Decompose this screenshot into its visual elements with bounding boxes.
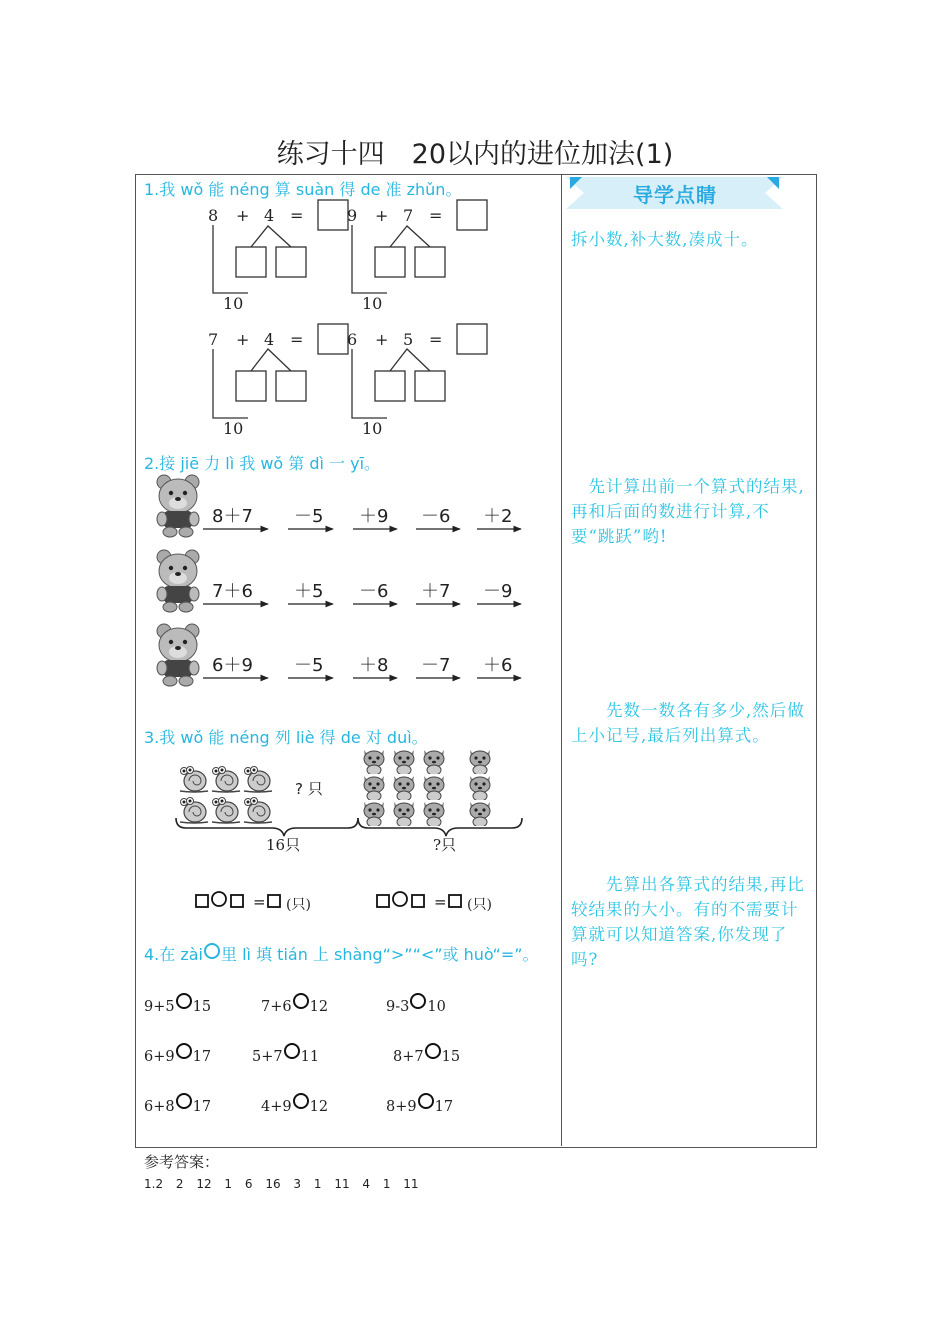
q1-p4-plus: + <box>375 330 389 349</box>
total-right: ?只 <box>433 836 457 854</box>
chain-r1-c1: 8＋7 <box>212 506 253 527</box>
compare-circle-icon[interactable] <box>175 993 193 1009</box>
answer-label: 参考答案： <box>144 1153 220 1171</box>
cmp-item: 7+6 12 <box>261 993 328 1015</box>
q1-p4-ten: 10 <box>362 419 383 438</box>
q1-p2-plus: + <box>375 206 389 225</box>
eq1-unit: (只) <box>286 897 311 913</box>
q1-p2-a: 9 <box>347 206 358 225</box>
q4-heading-start: 4.在 zài <box>144 945 204 964</box>
equation-boxes-2 <box>376 891 466 911</box>
q1-p3-a: 7 <box>208 330 219 349</box>
eq2-equals: = <box>434 893 447 911</box>
q1-p3-eq: = <box>290 330 304 349</box>
q1-p4-a: 6 <box>347 330 358 349</box>
chain-r3-c2: －5 <box>294 655 324 676</box>
q2-heading: 2.接 jiē 力 lì 我 wǒ 第 dì 一 yī。 <box>144 454 381 473</box>
chain-r1-c2: －5 <box>294 506 324 527</box>
compare-circle-icon[interactable] <box>283 1043 301 1059</box>
equation-boxes-1 <box>195 891 285 911</box>
cmp-item: 8+7 15 <box>393 1043 460 1065</box>
tip-1: 拆小数,补大数,凑成十。 <box>571 230 759 249</box>
chain-r1-c4: －6 <box>421 506 451 527</box>
q1-p1-plus: + <box>236 206 250 225</box>
compare-circle-icon[interactable] <box>292 993 310 1009</box>
q1-p4-eq: = <box>429 330 443 349</box>
chain-r3-c1: 6＋9 <box>212 655 253 676</box>
q3-heading: 3.我 wǒ 能 néng 列 liè 得 de 对 duì。 <box>144 728 428 747</box>
page-title: 练习十四 20以内的进位加法(1) <box>276 139 674 170</box>
compare-circle-icon[interactable] <box>417 1093 435 1109</box>
cmp-item: 9-3 10 <box>386 993 446 1015</box>
q1-p1-a: 8 <box>208 206 219 225</box>
eq2-unit: (只) <box>467 897 492 913</box>
chain-r3-c4: －7 <box>421 655 451 676</box>
chain-r2-c2: ＋5 <box>294 581 324 602</box>
chain-r2-c1: 7＋6 <box>212 581 253 602</box>
chain-r2-c4: ＋7 <box>421 581 451 602</box>
q4-heading-end: 里 lì 填 tián 上 shàng“>”“<”或 huò“=”。 <box>221 945 539 964</box>
chain-r2-c5: －9 <box>483 581 513 602</box>
tip-4: 先算出各算式的结果,再比较结果的大小。有的不需要计算就可以知道答案,你发现了吗? <box>571 875 805 969</box>
compare-circle-icon[interactable] <box>175 1043 193 1059</box>
q1-p2-eq: = <box>429 206 443 225</box>
compare-circle-icon[interactable] <box>292 1093 310 1109</box>
answer-values: 1.2 2 12 1 6 16 3 1 11 4 1 11 <box>144 1177 419 1191</box>
q1-p3-ten: 10 <box>223 419 244 438</box>
cmp-item: 9+5 15 <box>144 993 211 1015</box>
q1-p1-eq: = <box>290 206 304 225</box>
chain-r1-c3: ＋9 <box>359 506 389 527</box>
compare-circle-icon[interactable] <box>175 1093 193 1109</box>
cmp-item: 6+8 17 <box>144 1093 211 1115</box>
cmp-item: 8+9 17 <box>386 1093 453 1115</box>
chain-r1-c5: ＋2 <box>483 506 513 527</box>
q1-p2-b: 7 <box>403 206 414 225</box>
total-left: 16只 <box>266 836 301 854</box>
tip-3: 先数一数各有多少,然后做上小记号,最后列出算式。 <box>571 701 805 745</box>
eq1-equals: = <box>253 893 266 911</box>
q4-heading <box>144 942 539 965</box>
snail-question: ? 只 <box>295 780 323 798</box>
q1-p3-b: 4 <box>264 330 275 349</box>
q1-p1-b: 4 <box>264 206 275 225</box>
q1-p4-b: 5 <box>403 330 414 349</box>
chain-r3-c3: ＋8 <box>359 655 389 676</box>
q1-p1-ten: 10 <box>223 294 244 313</box>
compare-circle-icon[interactable] <box>409 993 427 1009</box>
q1-p2-ten: 10 <box>362 294 383 313</box>
tip-2: 先计算出前一个算式的结果,再和后面的数进行计算,不要“跳跃”哟! <box>571 477 805 546</box>
q1-heading: 1.我 wǒ 能 néng 算 suàn 得 de 准 zhǔn。 <box>144 180 462 199</box>
cmp-item: 4+9 12 <box>261 1093 328 1115</box>
sidebar-banner: 导学点睛 <box>633 183 717 207</box>
cmp-item: 5+7 11 <box>252 1043 319 1065</box>
circle-blank-icon <box>203 943 221 961</box>
q1-p3-plus: + <box>236 330 250 349</box>
chain-r2-c3: －6 <box>359 581 389 602</box>
cmp-item: 6+9 17 <box>144 1043 211 1065</box>
compare-circle-icon[interactable] <box>424 1043 442 1059</box>
chain-r3-c5: ＋6 <box>483 655 513 676</box>
